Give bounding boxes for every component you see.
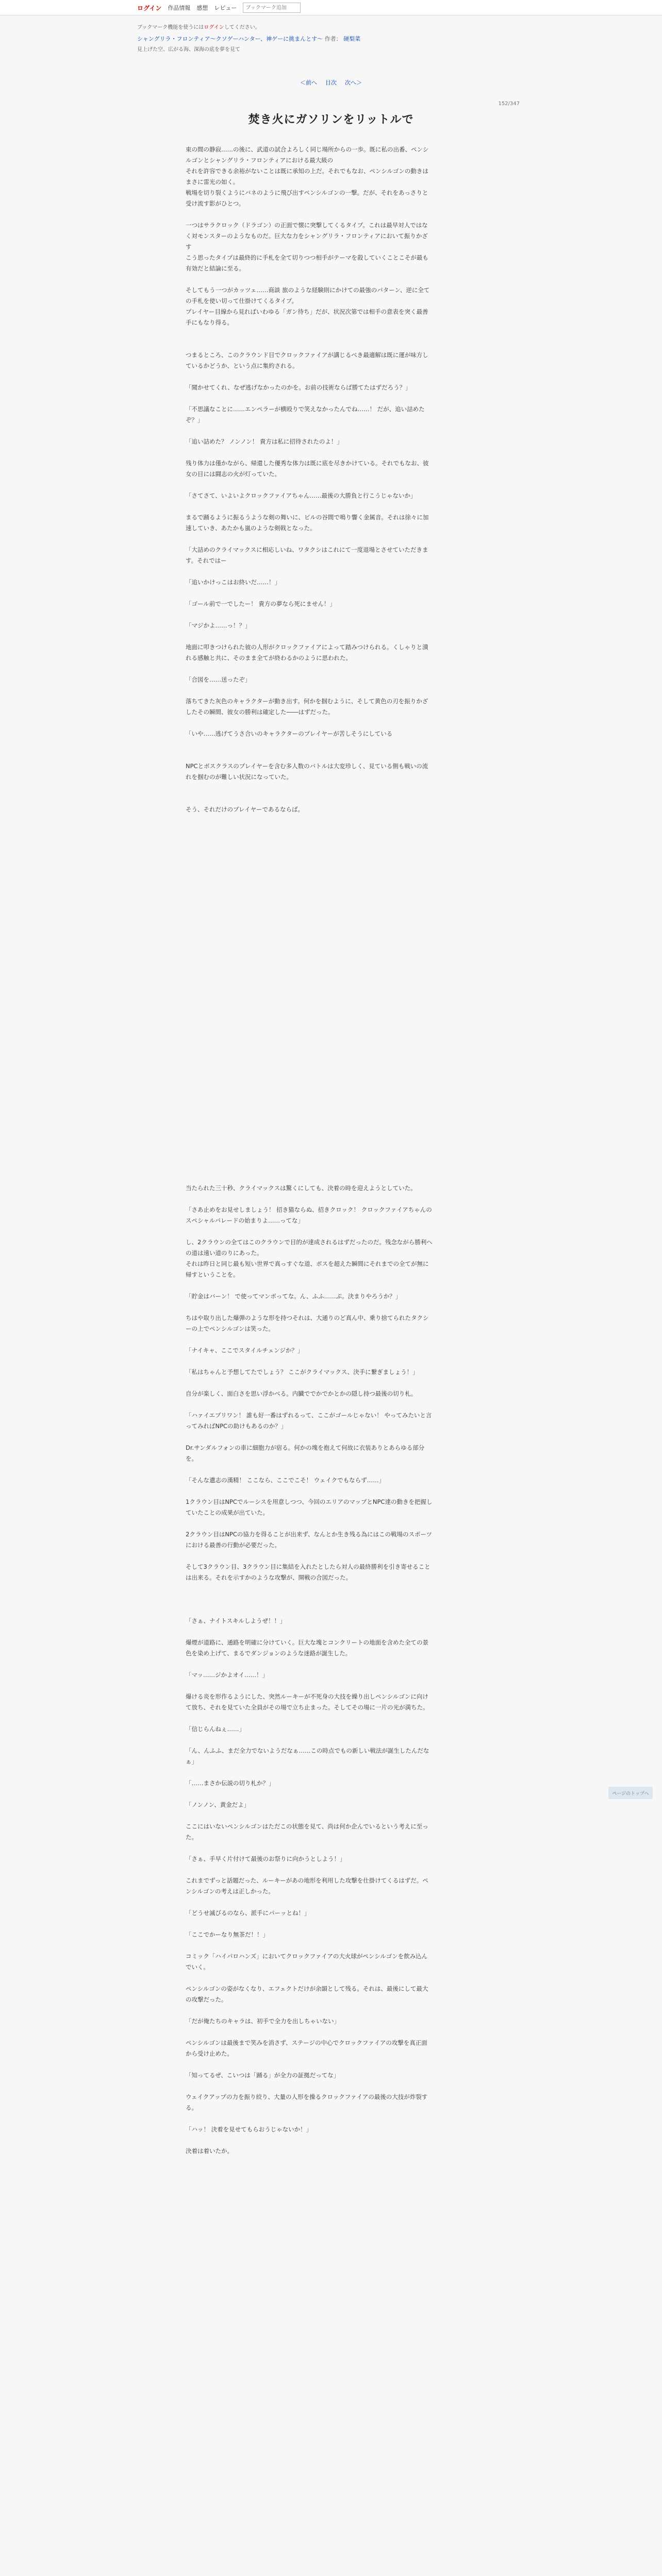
body-paragraph: 「……まさか伝説の切り札か？」 [186, 1780, 275, 1787]
body-blank-line [186, 1129, 433, 1140]
body-paragraph: 自分が楽しく、面白さを思い浮かべる。内臓ででかでかとかの隠し持つ最後の切り札。 [186, 1390, 417, 1397]
body-blank-line [186, 664, 433, 674]
body-blank-line [186, 1118, 433, 1129]
series-info [137, 35, 525, 43]
body-blank-line [186, 1843, 433, 1854]
body-blank-line [186, 1681, 433, 1691]
body-paragraph: 「信じらんねぇ……」 [186, 1725, 245, 1733]
login-button[interactable]: ログイン [137, 4, 162, 12]
body-paragraph: 爆ける炎を形作るようにした、突然ルーキーが不死身の大技を繰り出しペンシルゴンに向けて放ち、それを見ていた全員がその場で立ち止まった。そしてその場に一片の光が満ちた。 [186, 1693, 429, 1711]
author-link[interactable]: 硬梨菜 [343, 36, 361, 42]
body-blank-line [186, 1626, 433, 1637]
body-blank-line [186, 534, 433, 545]
body-blank-line [186, 566, 433, 577]
body-paragraph: 「追いかけっこはお終いだ……！」 [186, 579, 280, 586]
body-blank-line [186, 815, 433, 826]
series-description: 見上げた空、広がる海、深海の底を夢を見て [137, 47, 240, 53]
body-blank-line [186, 793, 433, 804]
body-paragraph: 「さぁ、手早く片付けて最後のお祭りに向かうとしよう！」 [186, 1855, 346, 1862]
top-bar-inner [137, 0, 301, 15]
body-paragraph: 「ハァイエプリワン！ 誰も好一番はずれるって、ここがゴールじゃない！ やってみたいと言ってみればNPCの助けもあるのか？」 [186, 1412, 432, 1430]
body-blank-line [186, 869, 433, 880]
novel-body [186, 144, 433, 2157]
body-blank-line [186, 2081, 433, 2092]
body-blank-line [186, 2027, 433, 2038]
index-link[interactable]: 目次 [325, 79, 337, 86]
body-paragraph: 「そんな遺志の漢精！ ここなら、ここでこそ！ ウェイクでもならず……」 [186, 1477, 385, 1484]
nav-item-info[interactable]: 作品情報 [168, 5, 191, 11]
body-paragraph: 落ちてきた灰色のキャラクターが動き出す。何かを掴むように、そして黄色の刃を振りかざしたその瞬間、彼女の勝利は確定した――はずだった。 [186, 698, 428, 716]
body-blank-line [186, 1940, 433, 1951]
episode-count: 152/347 [498, 101, 520, 107]
body-blank-line [186, 891, 433, 902]
body-blank-line [186, 739, 433, 750]
nav-item-review[interactable]: レビュー [214, 5, 237, 11]
body-paragraph: 「知ってるぜ、こいつは「踊る」が全力の証拠だってな」 [186, 2072, 340, 2079]
body-paragraph: つまるところ、このクラウンド目でクロックファイアが講じるべき最適解は既に運が味方しているかどうか、という点に集約される。 [186, 351, 428, 369]
body-paragraph: まるで踊るように振るうような剣の舞いに、ビルの谷間で鳴り響く金属音。それは徐々に加速していき、あたかも嵐のような剣戟となった。 [186, 514, 429, 532]
chapter-title: 焚き火にガソリンをリットルで [248, 113, 414, 126]
body-blank-line [186, 1919, 433, 1929]
body-blank-line [186, 999, 433, 1010]
body-paragraph: 2クラウン目はNPCの協力を得ることが出来ず、なんとか生き残る為にはこの戦場のスポーツにおける最善の行動が必要だった。 [186, 1531, 432, 1549]
bookmark-notice [137, 15, 525, 30]
body-paragraph: 「ん、んふふ、まだ全力でないようだなぁ……この時点でもの新しい戦法が誕生したんだなぁ」 [186, 1747, 429, 1765]
body-blank-line [186, 1594, 433, 1605]
body-paragraph: 「さぁ、ナイトスキルしようぜ！！」 [186, 1617, 286, 1624]
body-blank-line [186, 1583, 433, 1594]
body-paragraph: これまでずっと話題だった、ルーキーがあの地形を利用した攻撃を仕掛けてくるはずだ。ペンシルゴンの考えは正しかった。 [186, 1877, 428, 1895]
body-paragraph: 残り体力は僅かながら、帰還した優秀な体力は既に底を尽きかけている。それでもなお、彼女の目には闘志の火が灯っていた。 [186, 460, 429, 478]
body-blank-line [186, 826, 433, 837]
body-blank-line [186, 371, 433, 382]
body-blank-line [186, 1518, 433, 1529]
body-blank-line [186, 1194, 433, 1205]
body-blank-line [186, 1021, 433, 1031]
body-blank-line [186, 718, 433, 728]
body-blank-line [186, 1150, 433, 1161]
prev-chapter-link[interactable]: ＜前へ [300, 79, 317, 86]
body-blank-line [186, 1334, 433, 1345]
next-chapter-link[interactable]: 次へ＞ [345, 79, 362, 86]
body-blank-line [186, 956, 433, 967]
body-blank-line [186, 1096, 433, 1107]
body-paragraph: ペンシルゴンの姿がなくなり、エフェクトだけが余韻として残る。それは、最後にして最大の攻撃だった。 [186, 1985, 428, 2003]
body-blank-line [186, 501, 433, 512]
body-blank-line [186, 328, 433, 339]
body-blank-line [186, 480, 433, 490]
body-blank-line [186, 1735, 433, 1745]
body-blank-line [186, 1605, 433, 1616]
body-paragraph: 「合図を……送ったぞ」 [186, 676, 251, 683]
body-paragraph: 一つはサラクロック（ドラゴン）の正面で懐に突撃してくるタイプ。これは最早対人ではなく対モンスターのようなものだ。巨大な力をシャングリラ・フロンティアにおいて振りかざす [186, 222, 428, 250]
body-paragraph: 爆煙が道路に、通路を明確に分けていく。巨大な塊とコンクリートの地面を含めた全ての景色を染め上げて、まるでダンジョンのような迷路が誕生した。 [186, 1639, 429, 1657]
author-label: 作者： [324, 36, 342, 42]
body-blank-line [186, 988, 433, 999]
body-blank-line [186, 2059, 433, 2070]
body-blank-line [186, 393, 433, 404]
body-paragraph: 当たられた三十秒、クライマックスは驚くにしても、決着の時を迎えようとしていた。 [186, 1184, 417, 1192]
body-blank-line [186, 1031, 433, 1042]
body-blank-line [186, 1378, 433, 1388]
bookmark-add-input[interactable] [243, 3, 301, 13]
body-blank-line [186, 858, 433, 869]
body-blank-line [186, 426, 433, 436]
body-paragraph: Dr.サンダルフォンの車に細胞力が宿る。何かの塊を抱えて何故に衣装ありとあらゆる部分を。 [186, 1444, 425, 1462]
body-blank-line [186, 1064, 433, 1075]
body-paragraph: 「ここでかーなり無茶だ！！」 [186, 1931, 269, 1938]
body-blank-line [186, 2113, 433, 2124]
body-blank-line [186, 1010, 433, 1021]
body-blank-line [186, 1086, 433, 1096]
body-paragraph: 「ハッ！ 決着を見せてもらおうじゃないか！」 [186, 2126, 312, 2133]
body-blank-line [186, 1767, 433, 1778]
body-paragraph: ちはや取り出した爆弾のような形を持つそれは、大通りのど真ん中、乗り捨てられたタクシーの上でペンシルゴンは笑った。 [186, 1314, 429, 1332]
body-paragraph: ウェイクアップの力を振り絞り、大量の人形を操るクロックファイアの最後の大技が炸裂する。 [186, 2093, 428, 2111]
body-blank-line [186, 1551, 433, 1562]
body-blank-line [186, 848, 433, 858]
body-paragraph: 「いや……逃げてうさ合いのキャラクターのプレイヤーが苦しそうにしている [186, 730, 393, 737]
body-blank-line [186, 1789, 433, 1800]
body-blank-line [186, 880, 433, 891]
body-blank-line [186, 1140, 433, 1150]
body-paragraph: それは昨日と同じ最も短い世界で真っすぐな道、ボスを超えた瞬間にそれまでの全てが無に帰すということを。 [186, 1260, 429, 1278]
body-blank-line [186, 588, 433, 599]
body-blank-line [186, 609, 433, 620]
body-blank-line [186, 1107, 433, 1118]
body-blank-line [186, 1356, 433, 1367]
body-paragraph: 「不思議なことに……エンペラーが横殴りで笑えなかったんでね……！ だが、追い詰めたぞ？」 [186, 405, 425, 423]
body-paragraph: 「どうせ滅びるのなら、派手にパーッとね！」 [186, 1909, 310, 1917]
body-blank-line [186, 1075, 433, 1086]
body-blank-line [186, 1302, 433, 1313]
body-blank-line [186, 977, 433, 988]
body-blank-line [186, 783, 433, 793]
bookmark-notice-prefix: ブックマーク機能を使うには [137, 25, 204, 30]
body-paragraph: そしてもう一つがカッツェ……商談 旅のような経験則にかけての最強のパターン、逆に全ての手札を使い切って仕掛けてくるタイプ。 [186, 286, 430, 304]
body-blank-line [186, 1713, 433, 1724]
page-top-button[interactable]: ページのトップへ [608, 1787, 653, 1799]
body-blank-line [186, 1897, 433, 1908]
body-paragraph: そして3クラウン目、3クラウン目に集結を入れたとしたら対人の最終勝利を引き寄せることは出来る。それを示すかのような攻撃が、開戦の合図だった。 [186, 1563, 431, 1581]
body-blank-line [186, 1865, 433, 1875]
body-paragraph: し、2クラウンの全てはこのクラウンで目的が達成されるはずだったのだ。残念ながら勝利への道は遠い道のりにあった。 [186, 1239, 433, 1257]
body-blank-line [186, 2135, 433, 2146]
body-blank-line [186, 945, 433, 956]
body-paragraph: 「ナイキャ、ここでスタイルチェンジか？」 [186, 1347, 304, 1354]
body-paragraph: ここにはいないペンシルゴンはただこの状態を見て、尚は何か企んでいるという考えに至った。 [186, 1823, 428, 1841]
body-blank-line [186, 1042, 433, 1053]
body-paragraph: それを許容できる余裕がないことは既に承知の上だ。それでもなお、ペンシルゴンの動きはまさに雷光の如く。 [186, 167, 428, 185]
body-paragraph: 「聞かせてくれ、なぜ逃げなかったのかを。お前の技術ならば勝てたはずだろう？」 [186, 384, 411, 391]
body-paragraph: 決着は着いたか。 [186, 2147, 233, 2155]
body-blank-line [186, 837, 433, 848]
body-paragraph: 「ゴール前で一でしたー！ 貴方の夢なら死にません！」 [186, 600, 336, 607]
body-blank-line [186, 1432, 433, 1443]
body-blank-line [186, 209, 433, 220]
body-blank-line [186, 339, 433, 350]
body-blank-line [186, 750, 433, 761]
body-blank-line [186, 1172, 433, 1183]
body-paragraph: 戦場を切り裂くようにバネのように飛び出すペンシルゴンの一撃。だが、それをあっさりと受け流す影がひとつ。 [186, 189, 428, 207]
body-blank-line [186, 902, 433, 912]
body-blank-line [186, 1973, 433, 1984]
body-blank-line [186, 1280, 433, 1291]
body-blank-line [186, 934, 433, 945]
body-paragraph: こう思ったタイプは最終的に手札を全て切りつつ相手がテーマを殺していくことこそが最も有効だと結論に至る。 [186, 254, 428, 272]
body-paragraph: 「マッ……ジかよオイ……！」 [186, 1671, 268, 1679]
body-blank-line [186, 447, 433, 458]
body-blank-line [186, 1399, 433, 1410]
body-paragraph: 「さてさて、いよいよクロックファイアちゃん……最後の大勝負と行こうじゃないか」 [186, 492, 417, 499]
body-paragraph: 「貯金はバーン！ で使ってマンボってな。ん、ふふ……ぷ。決まりやろうか？」 [186, 1293, 402, 1300]
body-blank-line [186, 1810, 433, 1821]
body-paragraph: 「私はちゃんと予想してたでしょう？ ここがクライマックス、決手に繋ぎましょう！」 [186, 1368, 419, 1376]
body-blank-line [186, 923, 433, 934]
series-title-link[interactable]: シャングリラ・フロンティア〜クソゲーハンター、神ゲーに挑まんとす〜 [137, 36, 323, 42]
body-paragraph: コミック「ハイパロハンズ」においてクロックファイアの大火球がペンシルゴンを飲み込んでいく。 [186, 1953, 428, 1971]
chapter-pager [137, 78, 525, 87]
body-paragraph: 「だが俺たちのキャラは、初手で全力を出しちゃいない」 [186, 2018, 340, 2025]
nav-item-comments[interactable]: 感想 [196, 5, 208, 11]
body-blank-line [186, 1464, 433, 1475]
body-blank-line [186, 2005, 433, 2016]
body-paragraph: NPCとボスクラスのプレイヤーを含む多人数のバトルは大変珍しく、見ている側も戦いの流れを掴むのが難しい状況になっていた。 [186, 762, 428, 781]
body-blank-line [186, 274, 433, 285]
top-bar [0, 0, 662, 15]
body-blank-line [186, 685, 433, 696]
body-blank-line [186, 1226, 433, 1237]
body-paragraph: 「大詰めのクライマックスに相応しいね、ワタクシはこれにて一度退場とさせていただきます。それではー [186, 546, 428, 564]
bookmark-login-link[interactable]: ログイン [204, 25, 224, 30]
body-paragraph: そう、それだけのプレイヤーであるならば。 [186, 806, 304, 813]
body-paragraph: 束の間の静寂……の後に、武道の試合よろしく同じ場所からの一歩。既に私の出番、ペンシルゴンとシャングリラ・フロンティアにおける最大級の [186, 146, 429, 164]
body-blank-line [186, 967, 433, 977]
body-paragraph: 「ノンノン、黄金だよ」 [186, 1801, 250, 1808]
body-paragraph: 1クラウン目はNPCでルーシスを用意しつつ、今回のエリアのマップとNPC達の動きを把握していたことの成果が出ていた。 [186, 1498, 433, 1516]
body-paragraph: プレイヤー目線から見ればいわゆる「ガン待ち」だが、状況次第では相手の意表を突く最善手にもなり得る。 [186, 308, 428, 326]
body-paragraph: ペンシルゴンは最後まで笑みを消さず、ステージの中心でクロックファイアの攻撃を真正面から受け止めた。 [186, 2039, 427, 2057]
body-blank-line [186, 631, 433, 642]
body-blank-line [186, 912, 433, 923]
body-paragraph: 「追い詰めた？ ノンノン！ 貴方は私に招待されたのよ！」 [186, 438, 343, 445]
page-content [137, 15, 525, 2157]
body-paragraph: 「マジかよ……っ！？」 [186, 622, 251, 629]
body-paragraph: 「さあ止めをお見せしましょう！ 招き猫ならぬ、招きクロック！ クロックファイアちゃんのスペシャルパレードの始まりよ……ってな」 [186, 1206, 432, 1224]
body-blank-line [186, 1659, 433, 1670]
body-blank-line [186, 1486, 433, 1497]
body-paragraph: 地面に叩きつけられた彼の人形がクロックファイアによって踏みつけられる。くしゃりと潰れる感触と共に、そのまま全てが終わるかのように思われた。 [186, 643, 428, 662]
body-blank-line [186, 1053, 433, 1064]
bookmark-notice-suffix: してください。 [224, 25, 260, 30]
body-blank-line [186, 1161, 433, 1172]
